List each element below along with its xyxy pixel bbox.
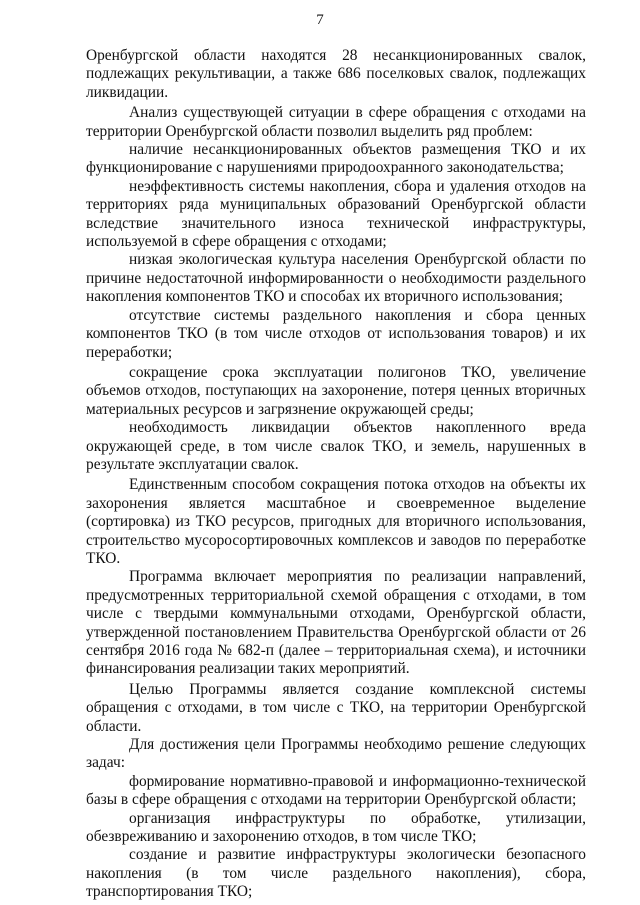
document-body xyxy=(86,47,586,902)
paragraph: Единственным способом сокращения потока отходов на объекты их захоронения является масштабное и своевременное выделение (сортировка) из ТКО ресурсов, пригодных для вторичного использования, строительство мусоросортировочных комплексов и заводов по переработке ТКО. xyxy=(86,476,586,567)
paragraph: организация инфраструктуры по обработке, утилизации, обезвреживанию и захоронению отходов, в том числе ТКО; xyxy=(86,809,586,846)
paragraph: неэффективность системы накопления, сбора и удаления отходов на территориях ряда муниципальных образований Оренбургской области вследствие значительного износа технической инфраструктуры, используемой в сфере обращения с отходами; xyxy=(86,177,586,251)
paragraph: наличие несанкционированных объектов размещения ТКО и их функционирование с нарушениями природоохранного законодательства; xyxy=(86,141,586,177)
paragraph: Оренбургской области находятся 28 несанкционированных свалок, подлежащих рекультивации, а также 686 поселковых свалок, подлежащих ликвидации. xyxy=(86,47,586,101)
paragraph: создание и развитие инфраструктуры экологически безопасного накопления (в том числе раздельного накопления), сбора, транспортирования ТКО; xyxy=(86,846,586,901)
paragraph: необходимость ликвидации объектов накопленного вреда окружающей среде, в том числе свалок ТКО, и земель, нарушенных в результате эксплуатации свалок. xyxy=(86,419,586,473)
paragraph: Анализ существующей ситуации в сфере обращения с отходами на территории Оренбургской области позволил выделить ряд проблем: xyxy=(86,104,586,140)
paragraph: формирование нормативно-правовой и информационно-технической базы в сфере обращения с отходами на территории Оренбургской области; xyxy=(86,772,586,809)
paragraph: низкая экологическая культура населения Оренбургской области по причине недостаточной информированности о необходимости раздельного накопления компонентов ТКО и способах их вторичного использования; xyxy=(86,251,586,306)
paragraph: Целью Программы является создание комплексной системы обращения с отходами, в том числе с ТКО, на территории Оренбургской области. xyxy=(86,680,586,735)
paragraph: сокращение срока эксплуатации полигонов ТКО, увеличение объемов отходов, поступающих на захоронение, потеря ценных вторичных материальных ресурсов и загрязнение окружающей среды; xyxy=(86,363,586,418)
page-number: 7 xyxy=(316,12,324,28)
paragraph: Для достижения цели Программы необходимо решение следующих задач: xyxy=(86,736,586,772)
paragraph: отсутствие системы раздельного накопления и сбора ценных компонентов ТКО (в том числе отходов от использования товаров) и их переработки; xyxy=(86,306,586,361)
paragraph: Программа включает мероприятия по реализации направлений, предусмотренных территориальной схемой обращения с отходами, в том числе с твердыми коммунальными отходами, Оренбургской области, утвержденной постановлением Правительства Оренбургской области от 26 сентября 2016 года № 682-п (далее – территориальная схема), и источники финансирования реализации таких мероприятий. xyxy=(86,568,586,678)
